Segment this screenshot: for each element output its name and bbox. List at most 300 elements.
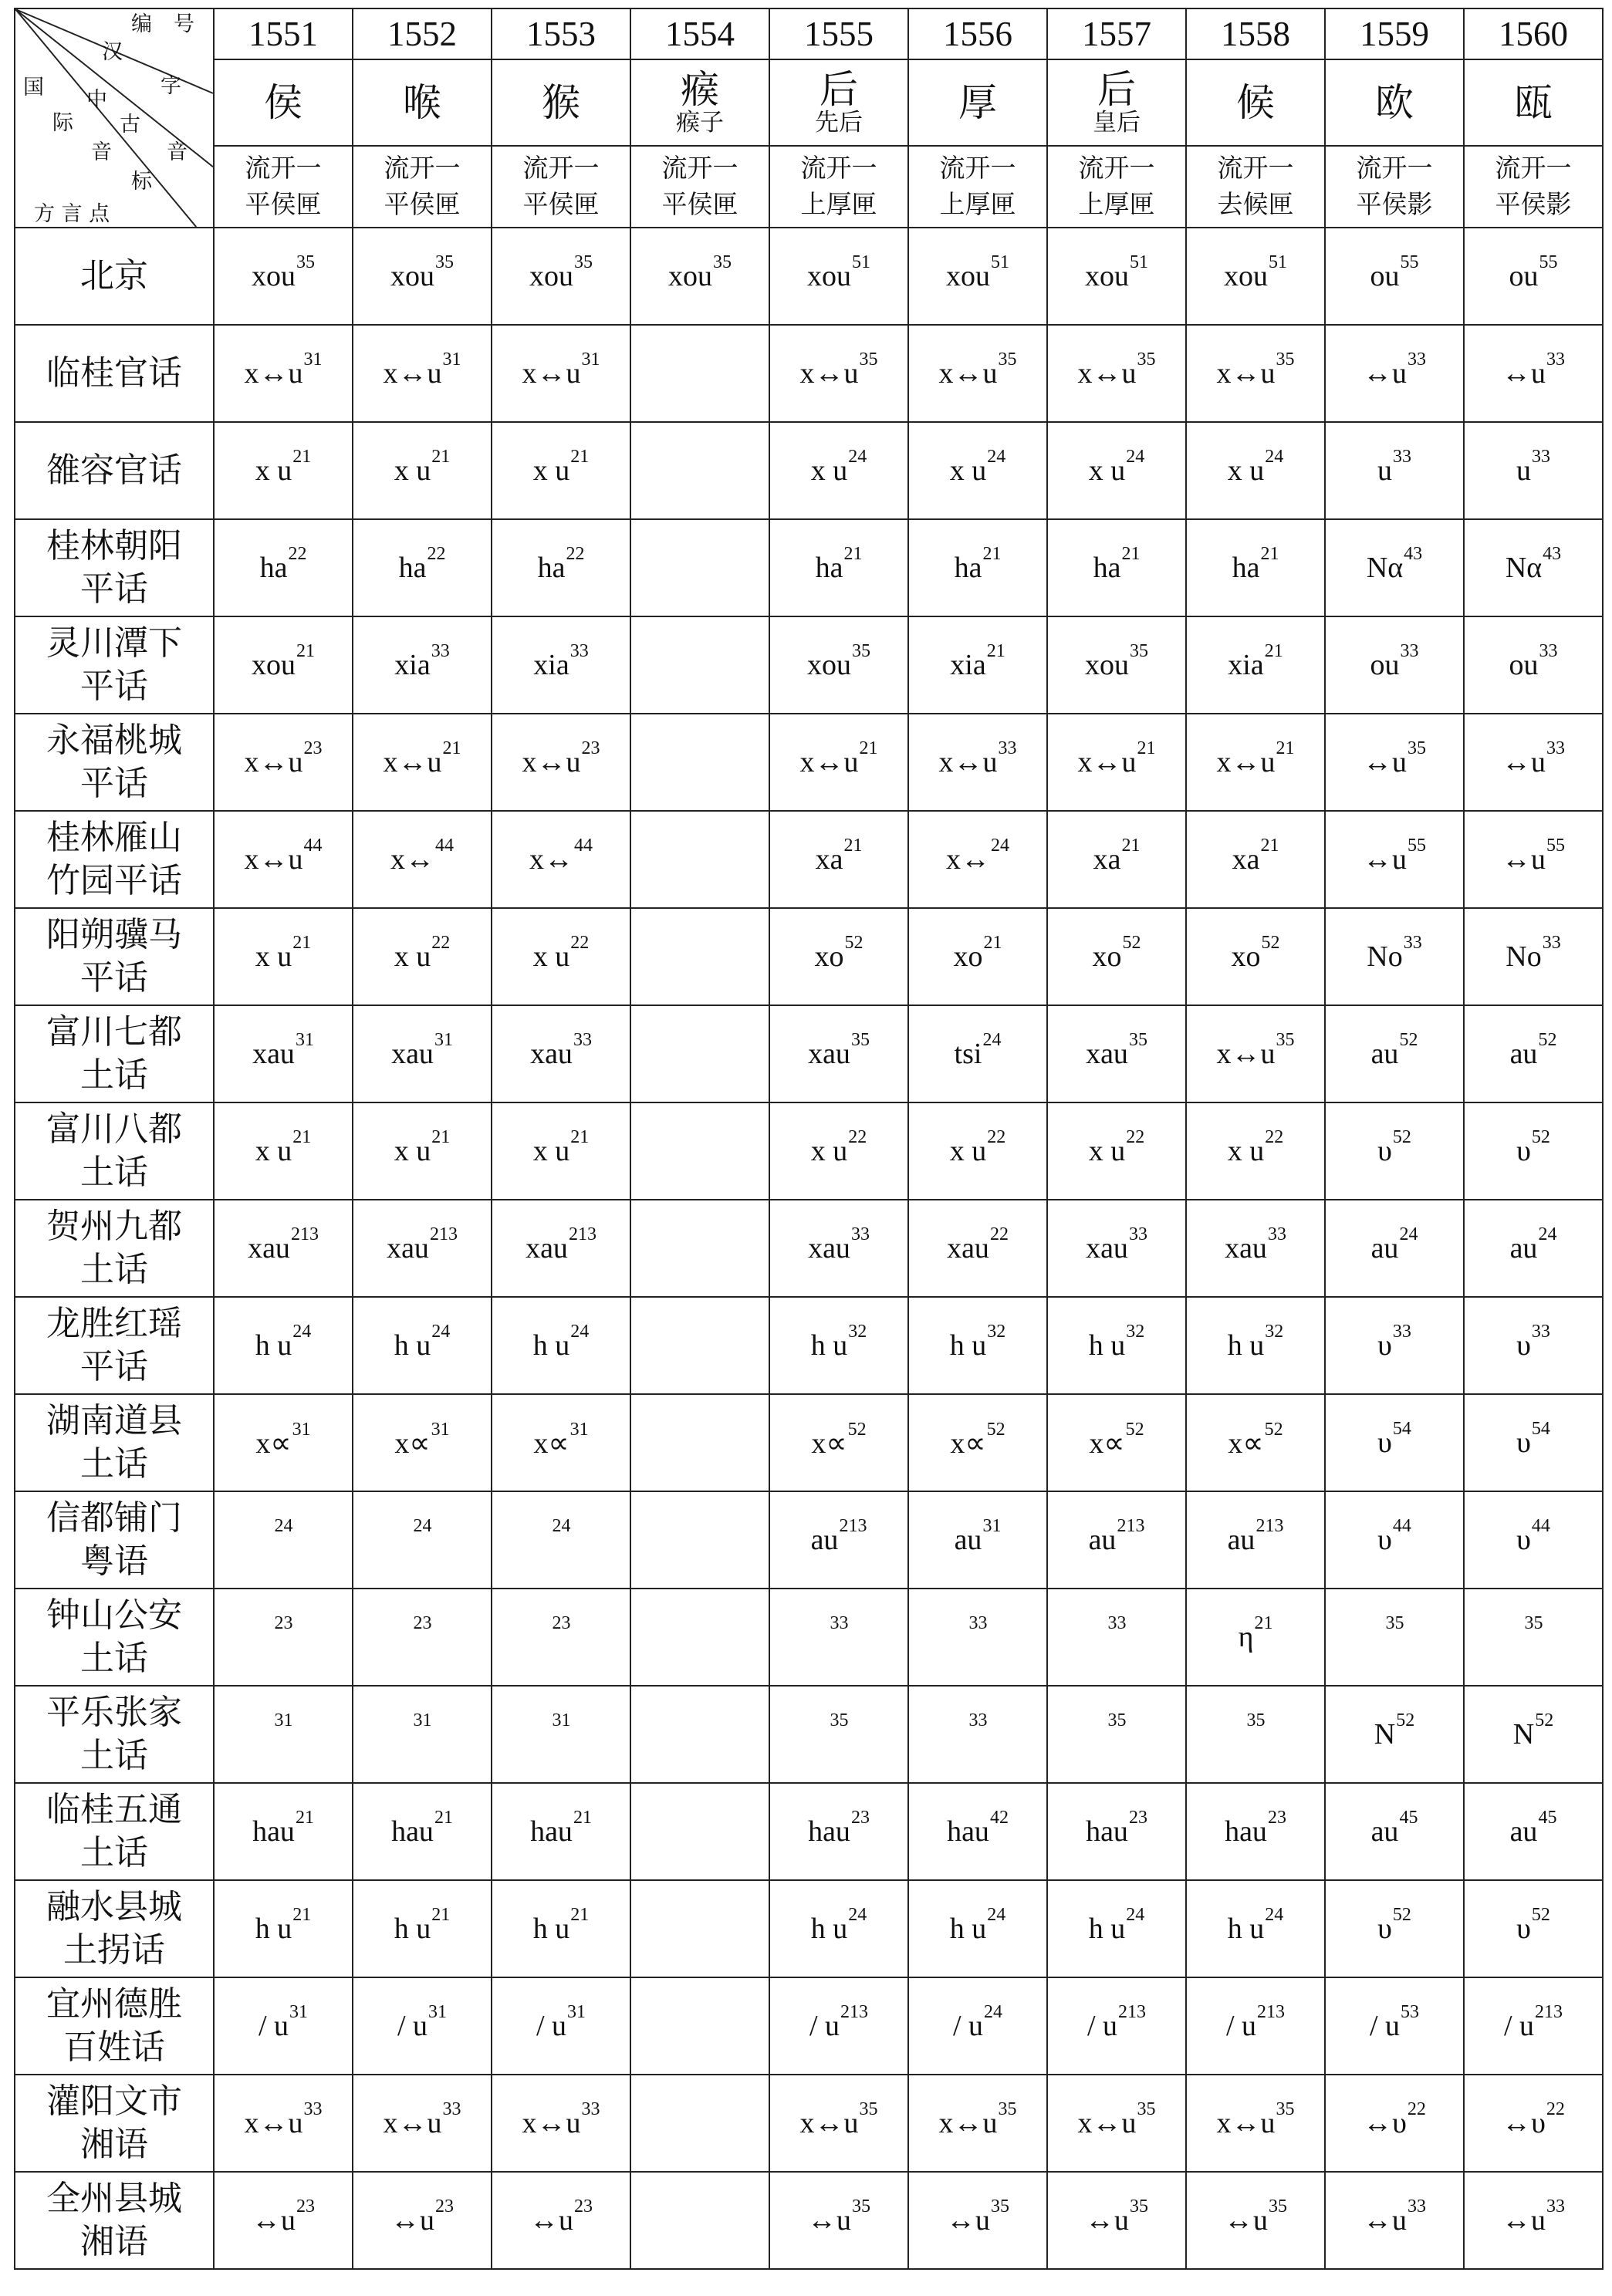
pronunciation-cell [1047, 1297, 1186, 1394]
syllable: x↔u [383, 2107, 442, 2139]
tone-value: 21 [434, 1808, 453, 1828]
pronunciation-cell [1325, 1102, 1464, 1200]
tone-value: 31 [413, 1710, 432, 1731]
tone-value: 24 [431, 1322, 451, 1342]
tone-value: 31 [434, 1030, 453, 1051]
tone-value: 35 [1130, 2196, 1148, 2217]
tone-value: 21 [292, 447, 312, 468]
pronunciation-cell [214, 1491, 353, 1589]
middle-chinese-line: 平侯匣 [384, 189, 461, 219]
tone-value: 21 [843, 836, 863, 856]
corner-label-8: 古 [120, 113, 140, 137]
dialect-name-line: 土拐话 [63, 1930, 165, 1970]
tone-value: 33 [1400, 641, 1419, 662]
tone-value: 35 [991, 2196, 1009, 2217]
syllable: x↔u [1077, 2107, 1137, 2139]
syllable: x↔u [244, 843, 303, 876]
syllable: ↔u [1085, 2204, 1129, 2237]
dialect-name-line: 桂林朝阳 [46, 525, 182, 566]
table-row [15, 1297, 1603, 1394]
syllable: xo [814, 940, 844, 973]
col-number: 1556 [908, 8, 1047, 59]
dialect-name-line: 龙胜红瑶 [46, 1303, 182, 1343]
pronunciation-cell [1325, 811, 1464, 908]
tone-value: 33 [431, 641, 450, 662]
dialect-name-line: 平话 [80, 1347, 148, 1386]
syllable: x↔u [1077, 746, 1137, 778]
dialect-name-line: 平话 [80, 958, 148, 998]
character: 后 [1097, 67, 1136, 113]
middle-chinese-line: 去候匣 [1217, 189, 1294, 219]
tone-value: 52 [847, 1419, 867, 1440]
tone-value: 31 [581, 349, 600, 370]
pronunciation-cell [353, 1297, 492, 1394]
pronunciation-cell [769, 811, 908, 908]
syllable: xia [533, 649, 569, 681]
tone-value: 51 [852, 252, 870, 273]
syllable: x u [394, 1135, 431, 1167]
character-cell [908, 59, 1047, 146]
pronunciation-cell [630, 1491, 769, 1589]
dialect-name-line: 信都铺门 [46, 1497, 182, 1538]
tone-value: 21 [296, 641, 315, 662]
syllable: xia [1228, 649, 1264, 681]
tone-value: 21 [859, 738, 878, 759]
tone-value: 31 [569, 1419, 589, 1440]
tone-value: 52 [1399, 1030, 1418, 1051]
pronunciation-cell [630, 908, 769, 1005]
pronunciation-cell [492, 1686, 630, 1783]
table-row [15, 1880, 1603, 1977]
middle-chinese-line: 流开一 [1495, 153, 1572, 184]
col-number: 1554 [630, 8, 769, 59]
pronunciation-cell [1047, 2075, 1186, 2172]
pronunciation-cell [769, 1394, 908, 1491]
character-note: 先后 [815, 108, 863, 137]
character: 瓯 [1514, 79, 1553, 125]
pronunciation-cell [1325, 1297, 1464, 1394]
syllable: xou [252, 649, 296, 681]
dialect-name-line: 平话 [80, 667, 148, 706]
tone-value: 21 [1276, 738, 1295, 759]
syllable: ↔u [1502, 357, 1546, 390]
tone-value: 35 [296, 252, 315, 273]
syllable: υ [1516, 1329, 1531, 1362]
tone-value: 24 [1126, 1905, 1145, 1926]
table-row [15, 325, 1603, 422]
pronunciation-cell [630, 1589, 769, 1686]
pronunciation-cell [1186, 1880, 1325, 1977]
dialect-name-line: 钟山公安 [46, 1595, 182, 1635]
pronunciation-cell [769, 1783, 908, 1880]
pronunciation-cell [1186, 1977, 1325, 2075]
tone-value: 21 [292, 1905, 312, 1926]
tone-value: 33 [1539, 641, 1558, 662]
syllable: x↔u [244, 2107, 303, 2139]
corner-label-1: 编 [131, 12, 152, 36]
dialect-name-line: 土话 [80, 1444, 148, 1484]
syllable: hau [808, 1815, 850, 1848]
pronunciation-cell [769, 1102, 908, 1200]
tone-value: 24 [984, 2002, 1003, 2023]
col-number: 1553 [492, 8, 630, 59]
tone-value: 33 [968, 1710, 988, 1731]
pronunciation-cell [630, 519, 769, 616]
tone-value: 32 [1265, 1322, 1284, 1342]
syllable: xou [252, 260, 296, 292]
pronunciation-cell [1325, 1977, 1464, 2075]
middle-chinese-line: 流开一 [1356, 153, 1433, 184]
syllable: xou [807, 260, 851, 292]
pronunciation-cell [769, 325, 908, 422]
pronunciation-cell [353, 1200, 492, 1297]
pronunciation-cell [630, 325, 769, 422]
table-row [15, 1783, 1603, 1880]
pronunciation-cell [630, 1880, 769, 1977]
pronunciation-cell [1325, 519, 1464, 616]
pronunciation-cell [353, 2172, 492, 2269]
tone-value: 33 [1542, 933, 1561, 954]
pronunciation-cell [630, 811, 769, 908]
table-row [15, 2075, 1603, 2172]
character-cell [769, 59, 908, 146]
tone-value: 21 [431, 447, 451, 468]
pronunciation-cell [769, 1005, 908, 1102]
character: 瘊 [681, 67, 719, 113]
pronunciation-cell [1186, 1102, 1325, 1200]
syllable: υ [1377, 1329, 1392, 1362]
tone-value: 35 [713, 252, 732, 273]
pronunciation-cell [1464, 2075, 1603, 2172]
syllable: x∝ [255, 1427, 292, 1460]
syllable: x u [394, 940, 431, 973]
pronunciation-cell [492, 1880, 630, 1977]
tone-value: 21 [1137, 738, 1156, 759]
tone-value: 52 [1392, 1127, 1411, 1148]
tone-value: 21 [1121, 544, 1141, 565]
pronunciation-cell [353, 519, 492, 616]
pronunciation-cell [353, 1102, 492, 1200]
col-number: 1558 [1186, 8, 1325, 59]
dialect-name-line: 竹园平话 [46, 861, 182, 900]
tone-value: 32 [848, 1322, 867, 1342]
syllable: xau [1086, 1038, 1128, 1070]
pronunciation-cell [1186, 1589, 1325, 1686]
pronunciation-cell [1325, 1589, 1464, 1686]
pronunciation-cell [353, 228, 492, 325]
tone-value: 33 [1107, 1613, 1127, 1634]
pronunciation-cell [769, 2172, 908, 2269]
tone-value: 33 [1408, 2196, 1426, 2217]
pronunciation-cell [908, 811, 1047, 908]
middle-chinese-line: 平侯匣 [245, 189, 322, 219]
tone-value: 52 [844, 933, 863, 954]
pronunciation-cell [353, 1977, 492, 2075]
dialect-name-line: 灵川潭下 [46, 623, 182, 663]
syllable: No [1367, 940, 1403, 973]
syllable: ou [1509, 649, 1539, 681]
syllable: ↔u [529, 2204, 573, 2237]
tone-value: 21 [570, 1127, 590, 1148]
col-number: 1552 [353, 8, 492, 59]
syllable: xau [248, 1232, 290, 1264]
table-row [15, 1977, 1603, 2075]
pronunciation-cell [908, 1880, 1047, 1977]
syllable: ou [1370, 260, 1400, 292]
table-row [15, 228, 1603, 325]
tone-value: 33 [581, 2099, 600, 2120]
pronunciation-cell [1186, 1005, 1325, 1102]
pronunciation-cell [1186, 1394, 1325, 1491]
tone-value: 21 [986, 641, 1005, 662]
middle-chinese-line: 上厚匣 [800, 189, 877, 219]
middle-chinese-cell [353, 146, 492, 228]
syllable: ↔υ [1502, 2107, 1546, 2139]
pronunciation-cell [1186, 2075, 1325, 2172]
pronunciation-cell [1325, 2075, 1464, 2172]
pronunciation-cell [908, 908, 1047, 1005]
pronunciation-cell [214, 519, 353, 616]
syllable: xau [1086, 1232, 1128, 1264]
dialect-name-cell [15, 1880, 214, 1977]
pronunciation-cell [353, 811, 492, 908]
tone-value: 213 [429, 1224, 458, 1245]
tone-value: 35 [998, 2099, 1017, 2120]
dialect-name-cell [15, 1200, 214, 1297]
syllable: / u [952, 2010, 984, 2042]
syllable: h u [949, 1329, 987, 1362]
pronunciation-cell [908, 714, 1047, 811]
pronunciation-cell [1186, 1297, 1325, 1394]
tone-value: 55 [1408, 836, 1426, 856]
syllable: υ [1516, 1135, 1531, 1167]
dialect-name-line: 土话 [80, 1639, 148, 1678]
tone-value: 33 [1546, 2196, 1565, 2217]
col-number: 1555 [769, 8, 908, 59]
pronunciation-cell [1464, 1977, 1603, 2075]
tone-value: 35 [852, 641, 870, 662]
tone-value: 33 [850, 1224, 870, 1245]
dialect-name-cell [15, 519, 214, 616]
tone-value: 33 [998, 738, 1017, 759]
syllable: hau [530, 1815, 573, 1848]
pronunciation-cell [492, 422, 630, 519]
middle-chinese-line: 流开一 [1078, 153, 1155, 184]
syllable: h u [394, 1329, 431, 1362]
tone-value: 21 [843, 544, 863, 565]
tone-value: 35 [830, 1710, 849, 1731]
middle-chinese-line: 流开一 [939, 153, 1016, 184]
middle-chinese-line: 流开一 [661, 153, 738, 184]
syllable: xau [1225, 1232, 1267, 1264]
dialect-name-cell [15, 1491, 214, 1589]
pronunciation-cell [492, 2172, 630, 2269]
syllable: υ [1516, 1427, 1531, 1459]
dialect-name-line: 全州县城 [46, 2178, 182, 2218]
pronunciation-cell [214, 1005, 353, 1102]
dialect-name-line: 土话 [80, 1736, 148, 1775]
table-row [15, 908, 1603, 1005]
middle-chinese-line: 流开一 [245, 153, 322, 184]
syllable: ↔u [1502, 746, 1546, 778]
syllable: υ [1377, 1524, 1392, 1556]
syllable: h u [532, 1329, 570, 1362]
syllable: x∝ [1089, 1427, 1125, 1460]
syllable: h u [810, 1913, 848, 1945]
syllable: h u [810, 1329, 848, 1362]
dialect-name-line: 融水县城 [46, 1886, 182, 1926]
corner-label-4: 字 [161, 74, 181, 98]
pronunciation-cell [1047, 1200, 1186, 1297]
middle-chinese-line: 平侯匣 [522, 189, 600, 219]
syllable: x↔ [390, 843, 434, 876]
table-row [15, 2172, 1603, 2269]
character: 侯 [264, 79, 302, 125]
syllable: ↔u [1502, 2204, 1546, 2237]
dialect-name-cell [15, 616, 214, 714]
pronunciation-cell [1186, 519, 1325, 616]
pronunciation-cell [769, 714, 908, 811]
syllable: x↔u [1216, 357, 1276, 390]
tone-value: 55 [1400, 252, 1419, 273]
pronunciation-cell [492, 1589, 630, 1686]
pronunciation-cell [1047, 811, 1186, 908]
pronunciation-cell [1047, 908, 1186, 1005]
tone-value: 24 [413, 1516, 432, 1537]
pronunciation-cell [1464, 616, 1603, 714]
tone-value: 52 [986, 1419, 1005, 1440]
character-cell [1047, 59, 1186, 146]
tone-value: 213 [290, 1224, 319, 1245]
syllable: / u [1225, 2010, 1257, 2042]
pronunciation-cell [630, 616, 769, 714]
syllable: xau [526, 1232, 568, 1264]
corner-label-6: 中 [86, 88, 107, 112]
tone-value: 23 [574, 2196, 593, 2217]
syllable: h u [255, 1329, 292, 1362]
syllable: xo [1231, 940, 1261, 973]
tone-value: 22 [566, 544, 585, 565]
syllable: x u [1088, 1135, 1126, 1167]
syllable: x∝ [811, 1427, 847, 1460]
pronunciation-cell [1464, 1589, 1603, 1686]
pronunciation-cell [492, 519, 630, 616]
pronunciation-cell [1186, 228, 1325, 325]
table-body [15, 8, 1603, 2269]
pronunciation-cell [630, 1394, 769, 1491]
syllable: x↔u [938, 2107, 998, 2139]
pronunciation-cell [492, 2075, 630, 2172]
tone-value: 45 [1399, 1808, 1418, 1828]
syllable: x u [532, 940, 570, 973]
pronunciation-cell [214, 1297, 353, 1394]
syllable: hau [391, 1815, 434, 1848]
dialect-name-line: 永福桃城 [46, 720, 182, 760]
tone-value: 53 [1401, 2002, 1420, 2023]
table-row [15, 714, 1603, 811]
syllable: x↔u [1216, 2107, 1276, 2139]
pronunciation-cell [492, 616, 630, 714]
tone-value: 31 [567, 2002, 586, 2023]
syllable: xa [815, 843, 843, 876]
syllable: xau [808, 1232, 850, 1264]
pronunciation-cell [1325, 1200, 1464, 1297]
syllable: η [1238, 1621, 1254, 1653]
syllable: x↔u [522, 357, 581, 390]
pronunciation-cell [908, 1977, 1047, 2075]
syllable: x u [949, 1135, 987, 1167]
dialect-name-line: 土话 [80, 1833, 148, 1872]
tone-value: 35 [1408, 738, 1426, 759]
pronunciation-cell [1186, 1686, 1325, 1783]
tone-value: 35 [1137, 2099, 1156, 2120]
tone-value: 22 [1265, 1127, 1284, 1148]
syllable: ha [537, 552, 566, 584]
syllable: x u [532, 1135, 570, 1167]
tone-value: 21 [431, 1127, 451, 1148]
tone-value: 35 [859, 349, 878, 370]
tone-value: 35 [1137, 349, 1156, 370]
syllable: au [1227, 1524, 1255, 1556]
pronunciation-cell [908, 1589, 1047, 1686]
syllable: x u [255, 1135, 292, 1167]
dialect-name-line: 临桂五通 [46, 1789, 182, 1829]
pronunciation-cell [1464, 1297, 1603, 1394]
syllable: au [1088, 1524, 1117, 1556]
pronunciation-cell [1047, 1102, 1186, 1200]
pronunciation-cell [1186, 1783, 1325, 1880]
dialect-name-cell [15, 908, 214, 1005]
character: 候 [1236, 79, 1275, 125]
middle-chinese-line: 平侯匣 [661, 189, 738, 219]
tone-value: 23 [274, 1613, 293, 1634]
pronunciation-cell [908, 422, 1047, 519]
syllable: h u [532, 1913, 570, 1945]
character-cell [1186, 59, 1325, 146]
pronunciation-cell [1047, 1589, 1186, 1686]
tone-value: 24 [274, 1516, 293, 1537]
tone-value: 35 [1276, 2099, 1295, 2120]
dialect-pronunciation-table [14, 8, 1604, 2270]
middle-chinese-cell [1047, 146, 1186, 228]
tone-value: 23 [413, 1613, 432, 1634]
pronunciation-cell [353, 714, 492, 811]
table-row [15, 811, 1603, 908]
character: 后 [820, 67, 858, 113]
syllable: υ [1516, 1524, 1531, 1556]
tone-value: 35 [850, 1030, 870, 1051]
tone-value: 55 [1546, 836, 1565, 856]
tone-value: 35 [1385, 1613, 1404, 1634]
tone-value: 22 [288, 544, 307, 565]
tone-value: 35 [1107, 1710, 1127, 1731]
tone-value: 24 [987, 447, 1006, 468]
syllable: x∝ [533, 1427, 569, 1460]
tone-value: 35 [1276, 1030, 1295, 1051]
pronunciation-cell [1047, 714, 1186, 811]
pronunciation-cell [492, 1297, 630, 1394]
pronunciation-cell [630, 228, 769, 325]
corner-label-10: 音 [167, 140, 188, 164]
syllable: hau [1086, 1815, 1128, 1848]
tone-value: 21 [1260, 836, 1279, 856]
syllable: ↔u [1363, 746, 1407, 778]
pronunciation-cell [492, 1200, 630, 1297]
middle-chinese-line: 平侯影 [1495, 189, 1572, 219]
syllable: x↔ [529, 843, 573, 876]
syllable: x u [1088, 454, 1126, 487]
pronunciation-cell [492, 908, 630, 1005]
